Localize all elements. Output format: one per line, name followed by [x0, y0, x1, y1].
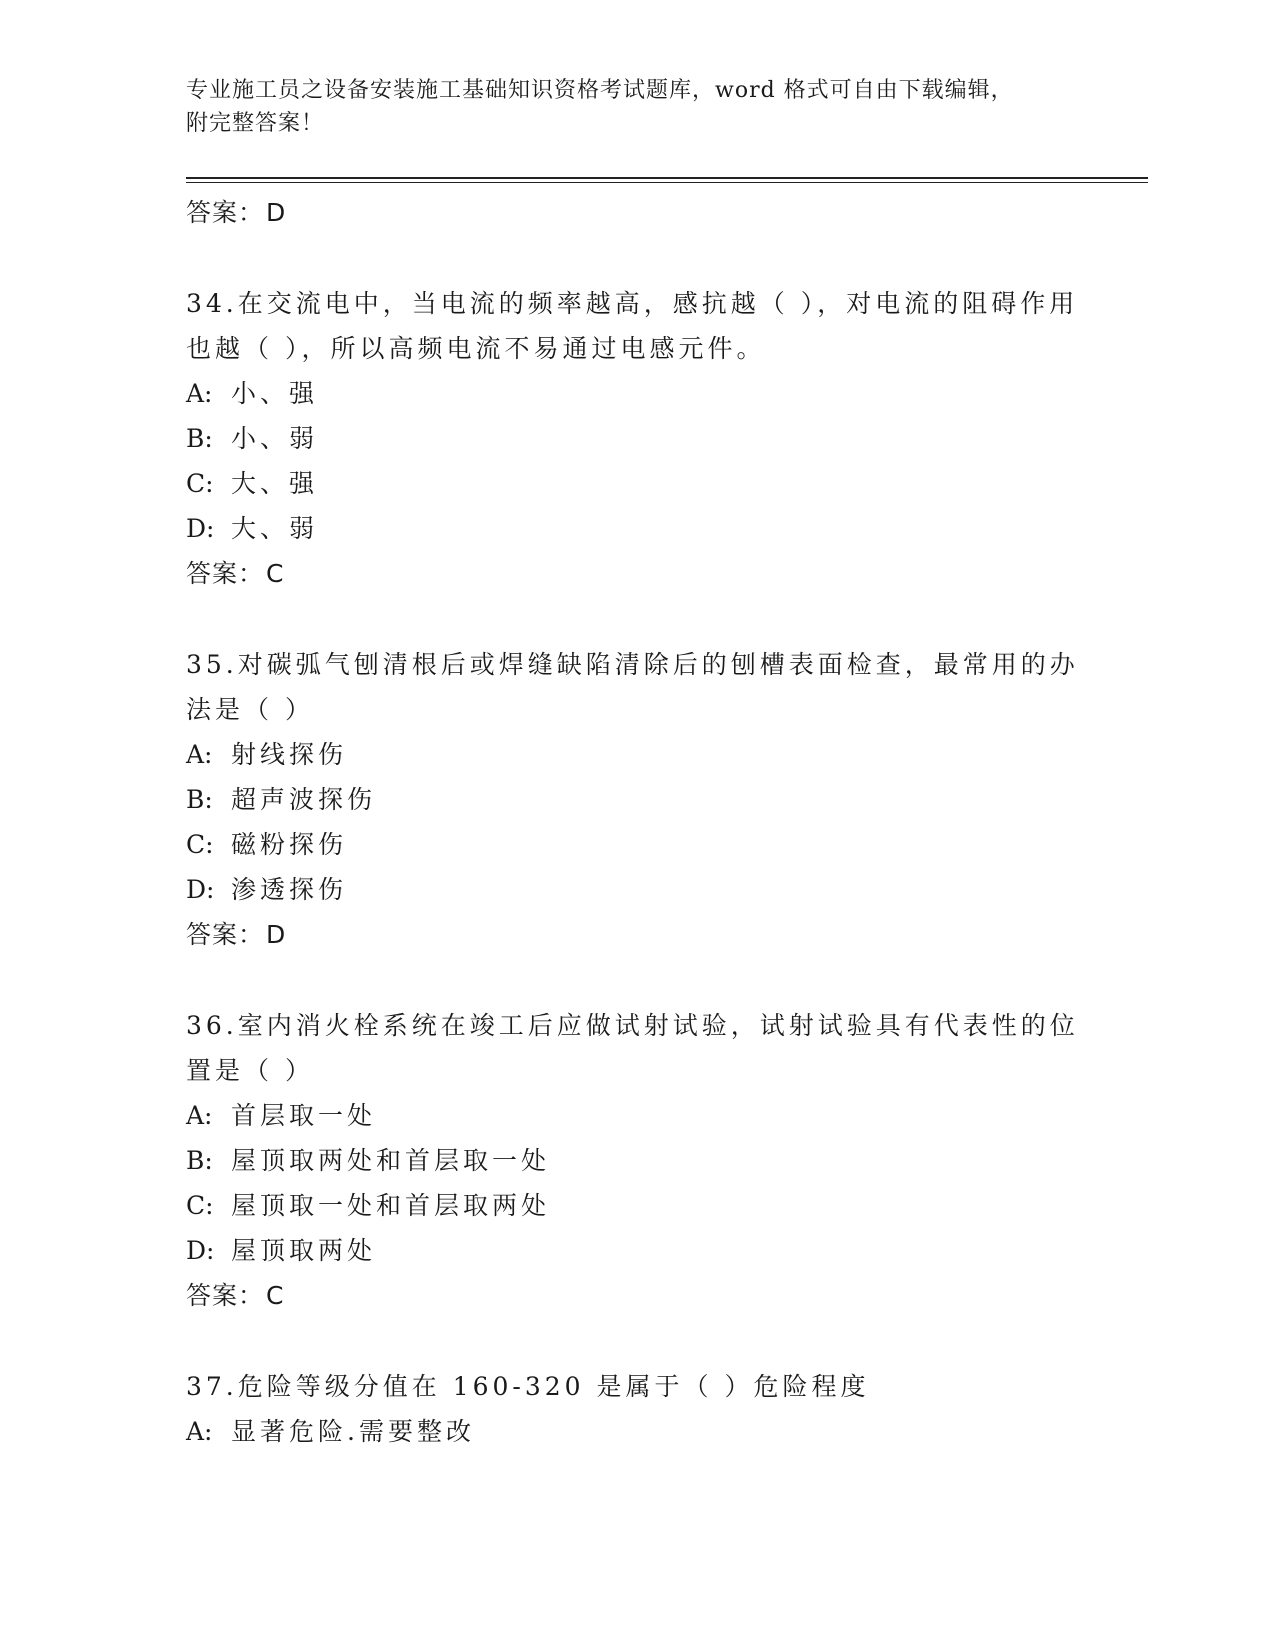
- header-divider-thick: [186, 177, 1148, 179]
- question-stem: 35.对碳弧气刨清根后或焊缝缺陷清除后的刨槽表面检查，最常用的办法是（ ）: [186, 650, 1079, 724]
- option-letter: C:: [186, 1191, 214, 1220]
- option-text: 渗透探伤: [231, 875, 348, 904]
- option-text: 显著危险.需要整改: [231, 1417, 475, 1446]
- option-item: [186, 1228, 1086, 1273]
- answer-value: C: [266, 1281, 285, 1310]
- option-letter: D:: [186, 875, 215, 904]
- option-item: [186, 1183, 1086, 1228]
- option-text: 屋顶取两处: [231, 1236, 377, 1265]
- option-text: 屋顶取两处和首层取一处: [231, 1146, 551, 1175]
- option-text: 大、弱: [231, 514, 319, 543]
- option-text: 小、强: [231, 379, 319, 408]
- answer-label: 答案：: [186, 198, 265, 227]
- option-text: 屋顶取一处和首层取两处: [231, 1191, 551, 1220]
- answer-value: C: [266, 559, 285, 588]
- question-block: [186, 1364, 1086, 1454]
- option-item: [186, 1409, 1086, 1454]
- option-item: [186, 461, 1086, 506]
- option-item: [186, 732, 1086, 777]
- header-line-2: 附完整答案！: [186, 111, 325, 136]
- header-divider-thin: [186, 182, 1148, 183]
- question-block: [186, 1003, 1086, 1318]
- option-letter: C:: [186, 830, 214, 859]
- option-letter: D:: [186, 1236, 215, 1265]
- option-item: [186, 777, 1086, 822]
- answer-label: 答案：: [186, 920, 265, 949]
- option-letter: B:: [186, 1146, 213, 1175]
- answer-line: [186, 190, 1086, 235]
- answer-value: D: [266, 198, 287, 227]
- option-letter: A:: [186, 1101, 213, 1130]
- answer-label: 答案：: [186, 559, 265, 588]
- option-item: [186, 371, 1086, 416]
- option-text: 首层取一处: [231, 1101, 377, 1130]
- option-text: 磁粉探伤: [231, 830, 348, 859]
- question-stem: 36.室内消火栓系统在竣工后应做试射试验，试射试验具有代表性的位置是（ ）: [186, 1011, 1079, 1085]
- answer-value: D: [266, 920, 287, 949]
- option-item: [186, 867, 1086, 912]
- option-text: 小、弱: [231, 424, 319, 453]
- option-letter: A:: [186, 379, 213, 408]
- question-block: [186, 281, 1086, 596]
- option-letter: A:: [186, 1417, 213, 1446]
- header-line-1: 专业施工员之设备安装施工基础知识资格考试题库，word 格式可自由下载编辑，: [186, 78, 1014, 103]
- answer-line: [186, 1273, 1086, 1318]
- option-item: [186, 506, 1086, 551]
- question-stem: 37.危险等级分值在 160-320 是属于（ ）危险程度: [186, 1372, 870, 1401]
- option-text: 超声波探伤: [231, 785, 377, 814]
- question-stem: 34.在交流电中，当电流的频率越高，感抗越（ ），对电流的阻碍作用也越（ ），所以高频电流不易通过电感元件。: [186, 289, 1079, 363]
- option-text: 大、强: [231, 469, 319, 498]
- option-letter: B:: [186, 785, 213, 814]
- option-letter: C:: [186, 469, 214, 498]
- question-block: [186, 642, 1086, 957]
- option-item: [186, 1093, 1086, 1138]
- answer-line: [186, 551, 1086, 596]
- option-letter: A:: [186, 740, 213, 769]
- option-item: [186, 1138, 1086, 1183]
- document-header: [186, 74, 1086, 140]
- answer-line: [186, 912, 1086, 957]
- option-letter: D:: [186, 514, 215, 543]
- answer-label: 答案：: [186, 1281, 265, 1310]
- document-body: [186, 190, 1086, 1454]
- option-item: [186, 822, 1086, 867]
- option-letter: B:: [186, 424, 213, 453]
- option-text: 射线探伤: [231, 740, 348, 769]
- option-item: [186, 416, 1086, 461]
